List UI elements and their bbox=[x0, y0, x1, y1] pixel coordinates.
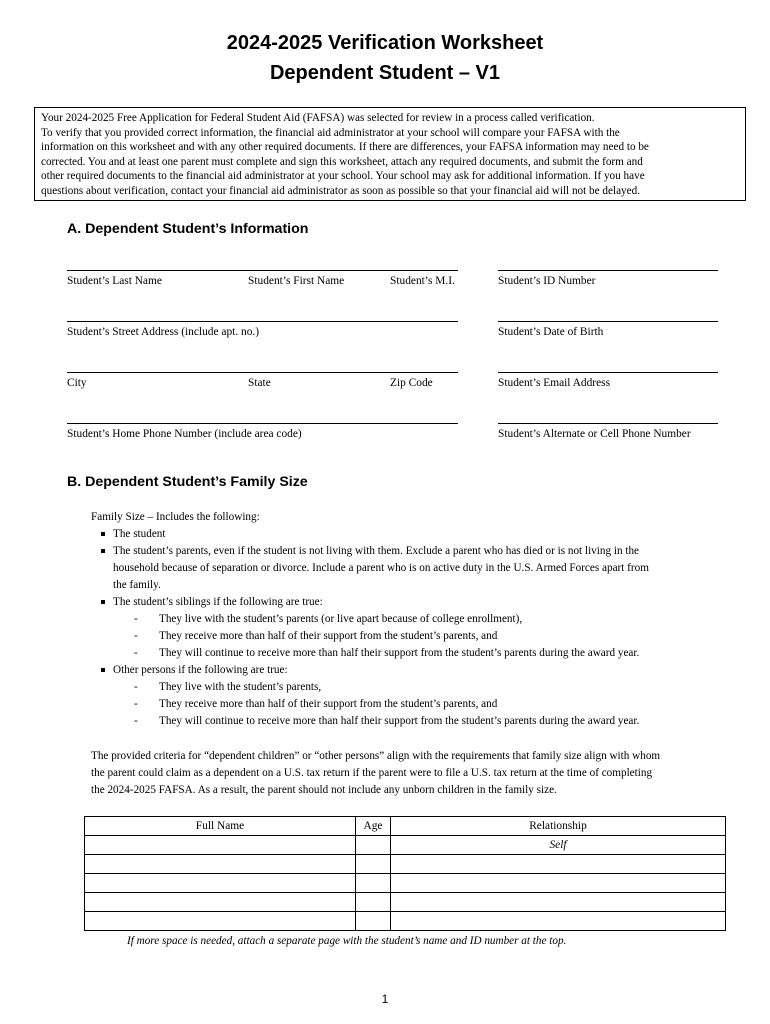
age-cell[interactable] bbox=[356, 855, 391, 874]
state-label: State bbox=[248, 377, 271, 389]
full-name-cell[interactable] bbox=[85, 893, 356, 912]
family-size-intro: Family Size – Includes the following: bbox=[91, 511, 260, 523]
worksheet-subtitle: Dependent Student – V1 bbox=[269, 62, 501, 84]
sub-list-item: - They receive more than half of their support from the student’s parents, and bbox=[134, 630, 498, 642]
family-size-list bbox=[91, 526, 731, 730]
full-name-header: Full Name bbox=[85, 817, 356, 836]
table-row bbox=[85, 855, 726, 874]
table-header-row bbox=[85, 817, 726, 836]
relationship-cell[interactable] bbox=[391, 874, 726, 893]
email-label: Student’s Email Address bbox=[498, 377, 611, 389]
extra-space-note: If more space is needed, attach a separate page with the student’s name and ID number at the top. bbox=[127, 935, 567, 947]
relationship-cell: Self bbox=[391, 836, 726, 855]
full-name-cell[interactable] bbox=[85, 874, 356, 893]
full-name-cell[interactable] bbox=[85, 836, 356, 855]
last-name-label: Student’s Last Name bbox=[67, 275, 162, 287]
list-item: The student’s parents, even if the student is not living with them. Exclude a parent who has died or is not living in the household because of separation or divorce. Include a parent who is on active duty in the U.S. Armed Forces apart from the family. bbox=[91, 543, 731, 594]
id-number-label: Student’s ID Number bbox=[498, 275, 596, 287]
sub-list-item: - They live with the student’s parents, bbox=[134, 681, 322, 693]
zip-code-label: Zip Code bbox=[390, 377, 433, 389]
middle-initial-label: Student’s M.I. bbox=[390, 275, 455, 287]
relationship-cell[interactable] bbox=[391, 893, 726, 912]
sub-list-item: - They live with the student’s parents (or live apart because of college enrollment), bbox=[134, 613, 523, 625]
section-a-heading: A. Dependent Student’s Information bbox=[67, 221, 309, 237]
age-cell[interactable] bbox=[356, 912, 391, 931]
full-name-cell[interactable] bbox=[85, 912, 356, 931]
family-members-table bbox=[84, 816, 726, 931]
table-row bbox=[85, 912, 726, 931]
bullet-icon bbox=[101, 549, 105, 553]
page-number: 1 bbox=[381, 992, 389, 1006]
worksheet-title: 2024-2025 Verification Worksheet bbox=[226, 32, 544, 54]
bullet-icon bbox=[101, 532, 105, 536]
street-address-label: Student’s Street Address (include apt. no.) bbox=[67, 326, 260, 338]
intro-line: questions about verification, contact your financial aid administrator as soon as possible so that your financial aid will not be delayed. bbox=[41, 184, 640, 197]
table-row bbox=[85, 893, 726, 912]
full-name-cell[interactable] bbox=[85, 855, 356, 874]
sub-list-item: - They will continue to receive more than half their support from the student’s parents during the award year. bbox=[134, 647, 640, 659]
date-of-birth-label: Student’s Date of Birth bbox=[498, 326, 604, 338]
alt-phone-label: Student’s Alternate or Cell Phone Number bbox=[498, 428, 691, 440]
email-line[interactable] bbox=[498, 372, 718, 373]
id-number-line[interactable] bbox=[498, 270, 718, 271]
relationship-cell[interactable] bbox=[391, 855, 726, 874]
relationship-header: Relationship bbox=[391, 817, 726, 836]
intro-line: Your 2024-2025 Free Application for Federal Student Aid (FAFSA) was selected for review in a process called verification. bbox=[41, 112, 595, 124]
relationship-cell[interactable] bbox=[391, 912, 726, 931]
section-b-heading: B. Dependent Student’s Family Size bbox=[67, 474, 308, 490]
intro-line: To verify that you provided correct information, the financial aid administrator at your school will compare your FAFSA with the bbox=[41, 126, 620, 139]
city-label: City bbox=[67, 377, 87, 389]
intro-line: information on this worksheet and with any other required documents. If there are differences, your FAFSA information may need to be bbox=[41, 141, 649, 154]
intro-line: other required documents to the financial aid administrator at your school. Your school may ask for additional information. If you have bbox=[41, 170, 645, 183]
intro-box bbox=[34, 107, 746, 201]
age-cell[interactable] bbox=[356, 874, 391, 893]
name-line[interactable] bbox=[67, 270, 458, 271]
home-phone-line[interactable] bbox=[67, 423, 458, 424]
criteria-paragraph: The provided criteria for “dependent children” or “other persons” align with the requirements that family size align with whom the parent could claim as a dependent on a U.S. tax return if the parent were to file a U.S. tax return at the time of completing the 2024-2025 FAFSA. As a result, the parent should not include any unborn children in the family size. bbox=[91, 750, 661, 796]
age-cell[interactable] bbox=[356, 836, 391, 855]
table-row bbox=[85, 874, 726, 893]
list-item: The student’s siblings if the following are true: bbox=[91, 594, 731, 611]
age-header: Age bbox=[356, 817, 391, 836]
table-row bbox=[85, 836, 726, 855]
list-item: The student bbox=[91, 526, 731, 543]
street-address-line[interactable] bbox=[67, 321, 458, 322]
first-name-label: Student’s First Name bbox=[248, 275, 345, 287]
list-item: Other persons if the following are true: bbox=[91, 662, 731, 679]
bullet-icon bbox=[101, 600, 105, 604]
bullet-icon bbox=[101, 668, 105, 672]
sub-list-item: - They will continue to receive more than half their support from the student’s parents during the award year. bbox=[134, 715, 640, 727]
home-phone-label: Student’s Home Phone Number (include area code) bbox=[67, 428, 302, 440]
alt-phone-line[interactable] bbox=[498, 423, 718, 424]
age-cell[interactable] bbox=[356, 893, 391, 912]
sub-list-item: - They receive more than half of their support from the student’s parents, and bbox=[134, 698, 498, 710]
intro-line: corrected. You and at least one parent must complete and sign this worksheet, attach any required documents, and submit the form and bbox=[41, 155, 643, 168]
city-state-zip-line[interactable] bbox=[67, 372, 458, 373]
date-of-birth-line[interactable] bbox=[498, 321, 718, 322]
